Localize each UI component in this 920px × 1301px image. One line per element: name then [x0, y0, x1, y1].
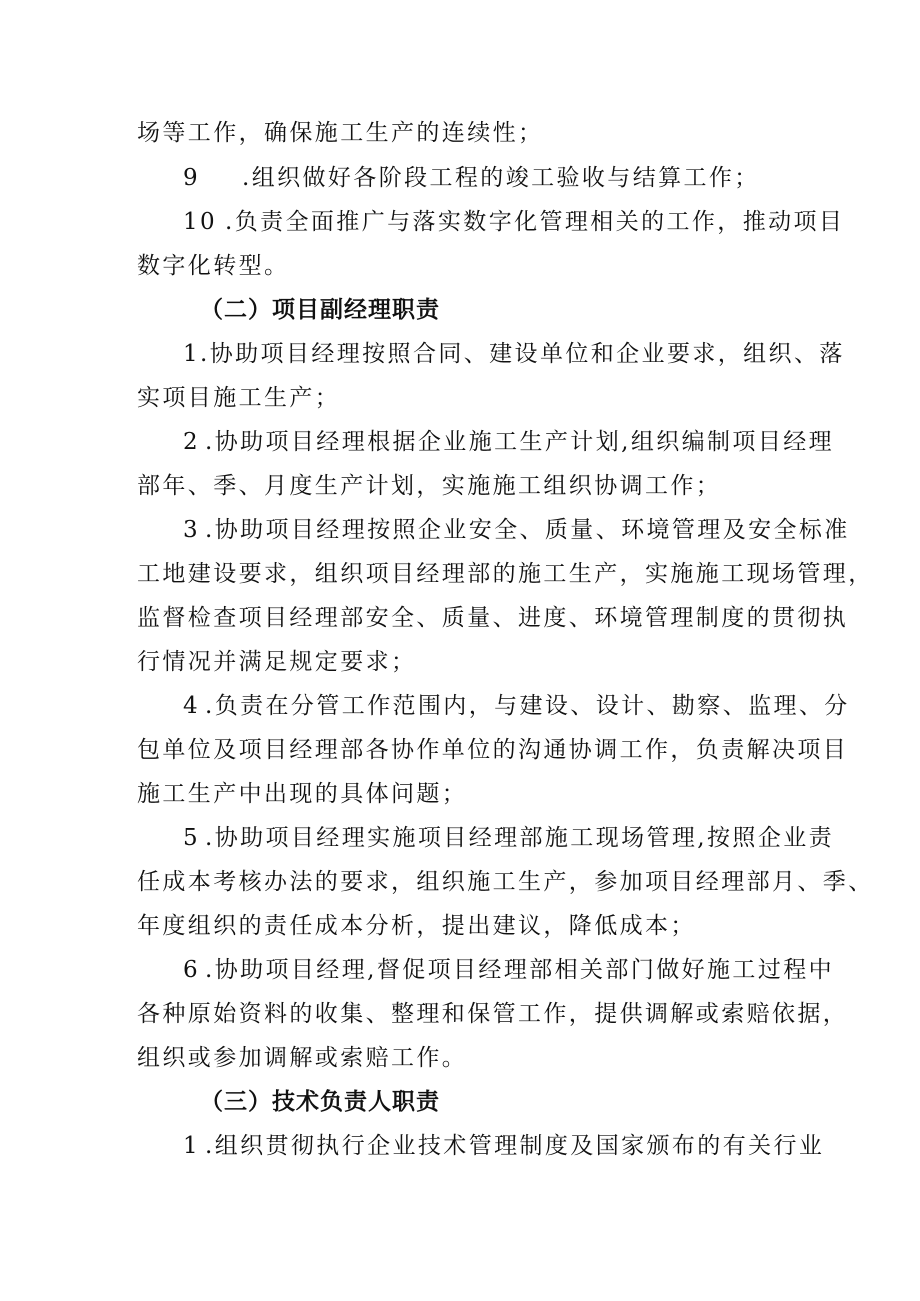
heading-text: （三）技术负责人职责 — [200, 1089, 440, 1115]
line-text: .协助项目经理实施项目经理部施工现场管理,按照企业责 — [205, 825, 835, 851]
line-text: 监督检查项目经理部安全、质量、进度、环境管理制度的贯彻执 — [137, 605, 849, 631]
line-text: .负责在分管工作范围内，与建设、设计、勘察、监理、分 — [205, 693, 850, 719]
line-text: 实项目施工生产； — [137, 385, 341, 411]
line-text: 行情况并满足规定要求； — [137, 649, 417, 675]
line-text: 施工生产中出现的具体问题； — [137, 781, 468, 807]
line-text: 场等工作，确保施工生产的连续性； — [137, 120, 544, 146]
line-text: .组织贯彻执行企业技术管理制度及国家颁布的有关行业 — [205, 1133, 825, 1159]
line-text: .负责全面推广与落实数字化管理相关的工作，推动项目 — [225, 209, 845, 235]
line-text: 任成本考核办法的要求，组织施工生产，参加项目经理部月、季、 — [137, 869, 874, 895]
item-number: 3 — [183, 517, 201, 543]
line-text: .协助项目经理按照企业安全、质量、环境管理及安全标准 — [205, 517, 850, 543]
line-text: 各种原始资料的收集、整理和保管工作，提供调解或索赔依据， — [137, 1001, 849, 1027]
item-number: 10 — [183, 209, 218, 235]
line-text: 组织或参加调解或索赔工作。 — [137, 1045, 468, 1071]
item-number: 6 — [183, 957, 201, 983]
line-text: 数字化转型。 — [137, 253, 290, 279]
item-number: 2 — [183, 429, 201, 455]
item-number: 9 — [183, 165, 201, 191]
heading-text: （二）项目副经理职责 — [200, 297, 440, 323]
item-number: 5 — [183, 825, 201, 851]
line-text: 工地建设要求，组织项目经理部的施工生产，实施施工现场管理， — [137, 561, 874, 587]
line-text: .组织做好各阶段工程的竣工验收与结算工作； — [242, 165, 760, 191]
item-number: 1 — [183, 1133, 201, 1159]
line-text: .协助项目经理根据企业施工生产计划,组织编制项目经理 — [205, 429, 835, 455]
line-text: 部年、季、月度生产计划，实施施工组织协调工作； — [137, 473, 722, 499]
line-text: .协助项目经理,督促项目经理部相关部门做好施工过程中 — [205, 957, 835, 983]
line-text: 包单位及项目经理部各协作单位的沟通协调工作，负责解决项目 — [137, 737, 849, 763]
line-text: 年度组织的责任成本分析，提出建议，降低成本； — [137, 913, 696, 939]
line-text: 1.协助项目经理按照合同、建设单位和企业要求，组织、落 — [183, 341, 845, 367]
item-number: 4 — [183, 693, 201, 719]
